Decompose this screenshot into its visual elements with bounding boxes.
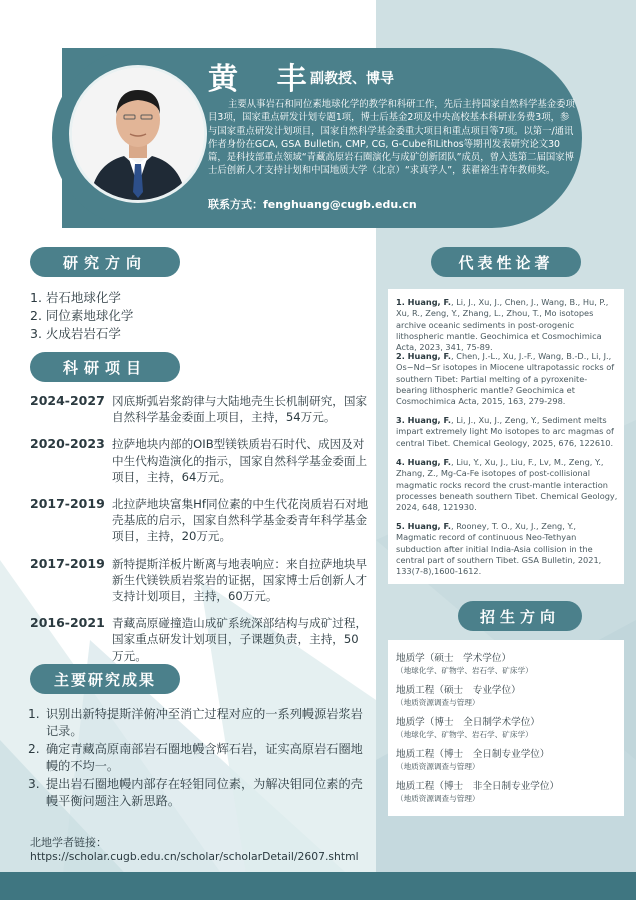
project-item bbox=[30, 436, 370, 485]
results-list bbox=[28, 706, 373, 811]
paper-entry bbox=[396, 457, 618, 513]
recruit-degree: 地质学（博士 全日制学术学位） bbox=[396, 717, 540, 728]
scholar-link-label: 北地学者链接： bbox=[30, 836, 107, 849]
paper-entry bbox=[396, 351, 618, 407]
project-year: 2016-2021 bbox=[30, 615, 105, 631]
paper-citation: , Chen, J.-L., Xu, J.-F., Wang, B.-D., Li, J., Os−Nd−Sr isotopes in Miocene ultrapotassic rocks of southern Tibet: Partial melting of a pyroxenite-bearing lithospheric mantle? Geochimica et Cosmochimica Acta, 2015, 163, 279-298. bbox=[396, 351, 615, 407]
paper-author: 1. Huang, F. bbox=[396, 297, 452, 307]
research-item: 3. 火成岩岩石学 bbox=[30, 326, 121, 341]
footer-bar bbox=[0, 872, 636, 900]
paper-author: 2. Huang, F. bbox=[396, 351, 452, 361]
contact-email: 联系方式：fenghuang@cugb.edu.cn bbox=[208, 198, 417, 211]
recruit-fields: （地球化学、矿物学、岩石学、矿床学） bbox=[396, 730, 533, 739]
recruit-fields: （地质资源调查与管理） bbox=[396, 762, 480, 771]
paper-author: 4. Huang, F. bbox=[396, 457, 452, 467]
recruit-degree: 地质工程（博士 全日制专业学位） bbox=[396, 749, 550, 760]
recruit-item bbox=[396, 652, 616, 676]
project-item bbox=[30, 556, 370, 605]
person-name: 黄 丰 bbox=[208, 62, 321, 97]
recruit-item bbox=[396, 780, 616, 804]
result-item bbox=[28, 776, 373, 810]
research-item: 1. 岩石地球化学 bbox=[30, 290, 121, 305]
recruit-item bbox=[396, 748, 616, 772]
project-text: 拉萨地块内部的OIB型镁铁质岩石时代、成因及对中生代构造演化的指示，国家自然科学基金委面上项目，主持，64万元。 bbox=[112, 437, 368, 484]
project-year: 2017-2019 bbox=[30, 496, 105, 512]
paper-citation: , Li, J., Xu, J., Zeng, Y., Sediment melts impart extremely light Mo isotopes to arc magmas of central Tibet. Chemical Geology, 2025, 676, 122610. bbox=[396, 415, 614, 448]
project-text: 青藏高原碰撞造山成矿系统深部结构与成矿过程，国家重点研发计划项目，子课题负责，主持，50万元。 bbox=[112, 616, 368, 663]
result-number: 3. bbox=[28, 777, 40, 791]
bio-paragraph: 主要从事岩石和同位素地球化学的教学和科研工作，先后主持国家自然科学基金委项目3项，国家重点研发计划专题1项，博士后基金2项及中央高校基本科研业务费3项，参与国家重点研发计划项目，国家自然科学基金委重大项目和重点项目等7项。以第一/通讯作者身份在GCA, GSA Bulletin, CMP, CG, G-Cube和Lithos等期刊发表研究论文30篇，是科技部重点领域“青藏高原岩石圈演化与成矿创新团队”成员，曾入选第二届国家博士后创新人才支持计划和中国地质大学（北京）“求真学人”，获翟裕生青年教师奖。 bbox=[208, 99, 575, 177]
research-item: 2. 同位素地球化学 bbox=[30, 308, 134, 323]
result-item bbox=[28, 706, 373, 740]
result-number: 1. bbox=[28, 707, 40, 721]
projects-list bbox=[30, 393, 370, 675]
results-section-title: 主要研究成果 bbox=[30, 664, 180, 694]
result-item bbox=[28, 741, 373, 775]
paper-citation: , Rooney, T. O., Xu, J., Zeng, Y., Magmatic record of continuous Neo-Tethyan subduction after initial India-Asia collision in the central part of southern Tibet. GSA Bulletin, 2021, 133(7-8),1600-1612. bbox=[396, 521, 602, 577]
recruit-fields: （地质资源调查与管理） bbox=[396, 698, 480, 707]
project-year: 2024-2027 bbox=[30, 393, 105, 408]
scholar-link[interactable]: https://scholar.cugb.edu.cn/scholar/scholarDetail/2607.shtml bbox=[30, 850, 359, 863]
research-list bbox=[30, 289, 133, 343]
paper-entry bbox=[396, 521, 618, 577]
paper-entry bbox=[396, 415, 618, 449]
result-number: 2. bbox=[28, 742, 40, 756]
recruit-item bbox=[396, 684, 616, 708]
research-section-title: 研究方向 bbox=[30, 247, 180, 277]
paper-author: 5. Huang, F. bbox=[396, 521, 452, 531]
project-item bbox=[30, 496, 370, 545]
recruit-degree: 地质工程（硕士 专业学位） bbox=[396, 685, 521, 696]
project-year: 2020-2023 bbox=[30, 436, 105, 452]
recruit-fields: （地球化学、矿物学、岩石学、矿床学） bbox=[396, 666, 533, 675]
project-text: 北拉萨地块富集Hf同位素的中生代花岗质岩石对地壳基底的启示，国家自然科学基金委青年科学基金项目，主持，20万元。 bbox=[112, 497, 369, 544]
result-text: 确定青藏高原南部岩石圈地幔含辉石岩，证实高原岩石圈地幔的不均一。 bbox=[46, 742, 363, 773]
result-text: 识别出新特提斯洋俯冲至消亡过程对应的一系列幔源岩浆岩记录。 bbox=[46, 707, 363, 738]
project-text: 冈底斯弧岩浆韵律与大陆地壳生长机制研究，国家自然科学基金委面上项目，主持，54万元。 bbox=[112, 394, 368, 425]
papers-section-title: 代表性论著 bbox=[431, 247, 581, 277]
paper-entry bbox=[396, 297, 618, 353]
project-item bbox=[30, 615, 370, 664]
paper-author: 3. Huang, F. bbox=[396, 415, 452, 425]
project-year: 2017-2019 bbox=[30, 555, 105, 571]
recruit-section-title: 招生方向 bbox=[458, 601, 582, 631]
paper-citation: , Li, J., Xu, J., Chen, J., Wang, B., Hu, P., Xu, R., Zeng, Y., Zhang, L., Zhou, T., Mo isotopes archive oceanic sediments in post-orogenic lithospheric mantle. Geochimica et Cosmochimica Acta, 2023, 341, 75-89. bbox=[396, 297, 609, 353]
portrait-photo bbox=[72, 68, 204, 200]
recruit-degree: 地质工程（博士 非全日制专业学位） bbox=[396, 781, 560, 792]
result-text: 提出岩石圈地幔内部存在轻钼同位素，为解决钼同位素的壳幔平衡问题注入新思路。 bbox=[46, 777, 363, 808]
project-item bbox=[30, 393, 370, 425]
recruit-fields: （地质资源调查与管理） bbox=[396, 794, 480, 803]
project-text: 新特提斯洋板片断离与地表响应：来自拉萨地块早新生代镁铁质岩浆岩的证据，国家博士后创新人才支持计划项目，主持，60万元。 bbox=[112, 556, 368, 604]
paper-citation: , Liu, Y., Xu, J., Liu, F., Lv, M., Zeng, Y., Zhang, Z., Mg-Ca-Fe isotopes of post-collisional magmatic rocks record the crust-mantle interaction processes beneath southern Tibet. Chemical Geology, 2024, 648, 121930. bbox=[396, 457, 618, 513]
person-title: 副教授、博导 bbox=[310, 71, 394, 87]
avatar bbox=[72, 68, 204, 200]
projects-section-title: 科研项目 bbox=[30, 352, 180, 382]
recruit-item bbox=[396, 716, 616, 740]
recruit-degree: 地质学（硕士 学术学位） bbox=[396, 653, 512, 664]
